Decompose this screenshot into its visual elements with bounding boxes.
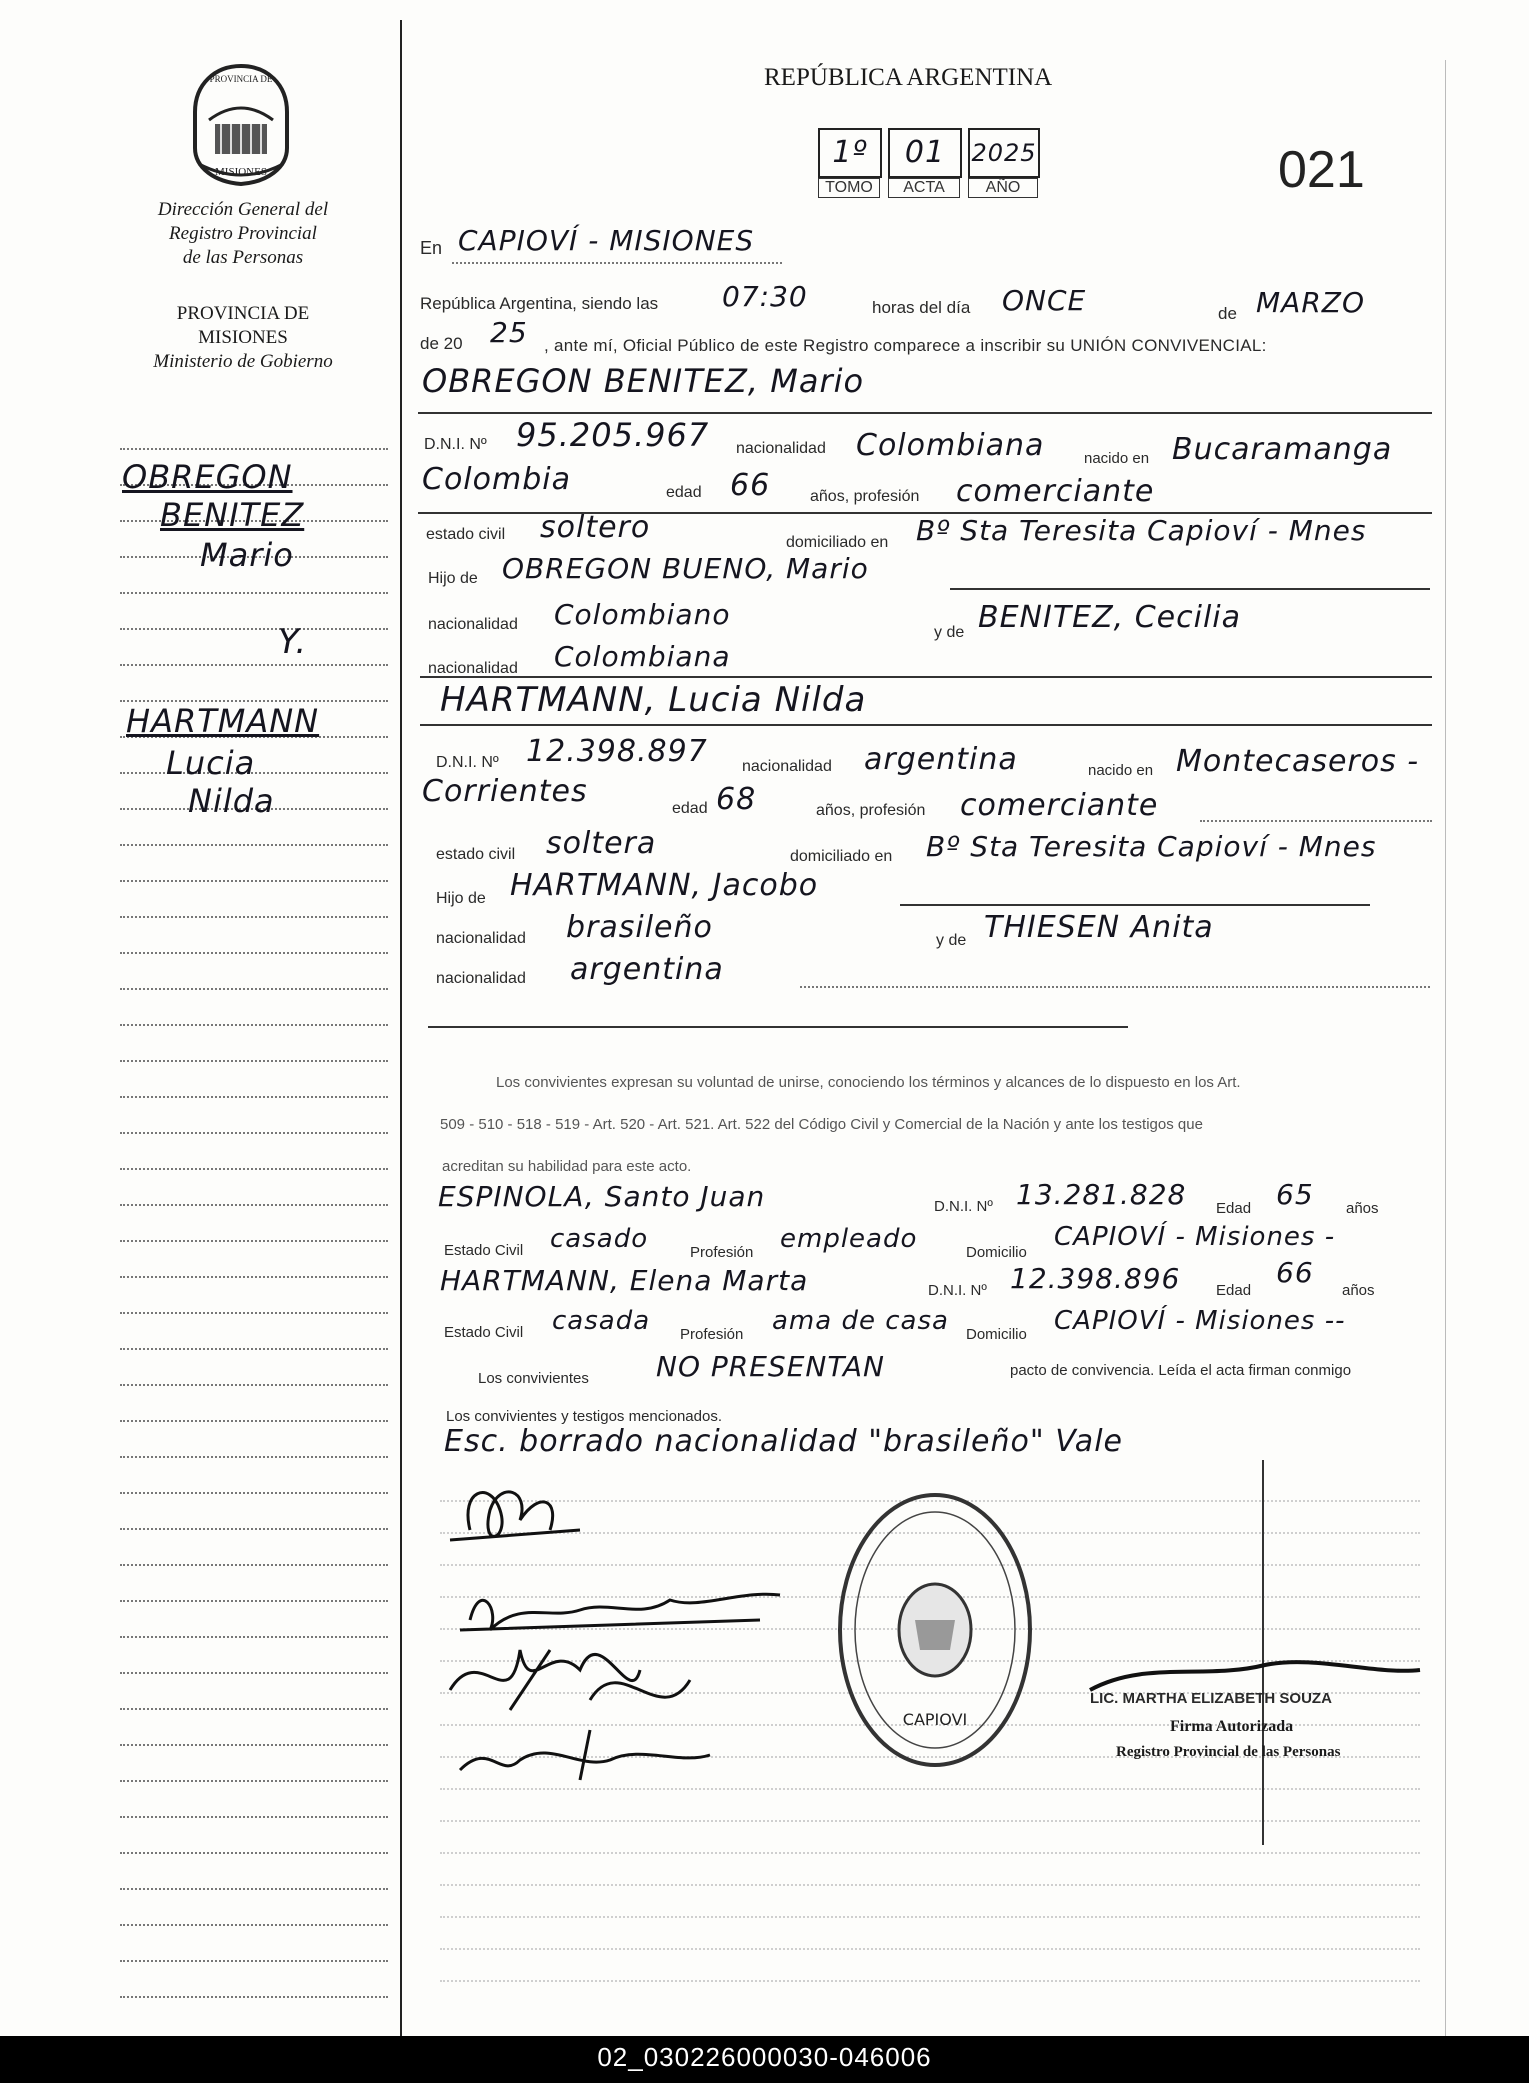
- year-prefix: de 20: [420, 334, 463, 353]
- p1-mother-nationality: Colombiana: [554, 640, 731, 673]
- pact-suffix: pacto de convivencia. Leída el acta firman conmigo: [1010, 1362, 1352, 1379]
- signature-rule: [440, 1884, 1420, 1886]
- p2-birthplace: Montecaseros -: [1176, 744, 1420, 779]
- p2-mnac-label: nacionalidad: [436, 970, 526, 987]
- p2-nationality: argentina: [864, 742, 1018, 777]
- p1-father-nationality: Colombiano: [554, 598, 731, 631]
- witness2-name: HARTMANN, Elena Marta: [440, 1264, 809, 1297]
- sidebar-name-1: OBREGON: [122, 458, 293, 496]
- witness2-dni: 12.398.896: [1010, 1262, 1181, 1295]
- sidebar-conjunction: Y.: [278, 622, 308, 662]
- person2-name-rule: [420, 724, 1432, 726]
- w2-anos-label: años: [1342, 1282, 1375, 1299]
- closing-line-2: Los convivientes y testigos mencionados.: [446, 1408, 722, 1425]
- signature-rule: [440, 1916, 1420, 1918]
- witness2-civil-status: casada: [552, 1306, 651, 1336]
- anio-label: AÑO: [968, 178, 1038, 198]
- correction-note: Esc. borrado nacionalidad "brasileño" Vale: [444, 1424, 1123, 1459]
- witness2-age: 66: [1276, 1256, 1314, 1289]
- p2-yde-label: y de: [936, 932, 967, 949]
- p2-mother: THIESEN Anita: [984, 910, 1214, 945]
- pact-value: NO PRESENTAN: [656, 1350, 885, 1383]
- sidebar-rule: [120, 1312, 388, 1314]
- p1-yde-label: y de: [934, 624, 965, 641]
- sidebar-rule: [120, 1204, 388, 1206]
- sidebar-rule: [120, 1132, 388, 1134]
- sidebar-rule: [120, 1528, 388, 1530]
- sidebar-rule: [120, 1420, 388, 1422]
- office-line-1: Dirección General del: [157, 199, 329, 220]
- p2-civil-status: soltera: [546, 826, 657, 861]
- p2-dom-label: domiciliado en: [790, 848, 893, 865]
- w1-prof-label: Profesión: [690, 1244, 754, 1261]
- record-number: 021: [1278, 141, 1365, 199]
- sidebar-rule: [120, 1924, 388, 1926]
- p1-dom-label: domiciliado en: [786, 534, 889, 551]
- w2-prof-label: Profesión: [680, 1326, 744, 1343]
- sidebar-name-2: BENITEZ: [160, 496, 305, 534]
- province-seal-icon: [185, 60, 297, 190]
- convivientes-label: Los convivientes: [478, 1370, 589, 1387]
- place-value: CAPIOVÍ - MISIONES: [458, 224, 755, 257]
- sidebar-rule: [120, 1240, 388, 1242]
- p1-birthplace: Bucaramanga: [1172, 432, 1393, 467]
- horas-label: horas del día: [872, 298, 971, 317]
- official-name: LIC. MARTHA ELIZABETH SOUZA: [1090, 1690, 1332, 1707]
- p2-nacido-label: nacido en: [1088, 762, 1154, 779]
- w1-dom-label: Domicilio: [966, 1244, 1027, 1261]
- day-value: ONCE: [1002, 284, 1087, 317]
- de-label: de: [1218, 304, 1237, 323]
- footer-bar: [0, 2036, 1529, 2083]
- tomo-label: TOMO: [818, 178, 880, 198]
- p1-civil-status: soltero: [540, 510, 651, 545]
- p1-address: Bº Sta Teresita Capioví - Mnes: [916, 514, 1367, 547]
- right-edge-rule: [1445, 60, 1446, 2036]
- sidebar-rule: [120, 880, 388, 882]
- province-name: [118, 302, 368, 374]
- sidebar-rule: [120, 664, 388, 666]
- p1-hijo-label: Hijo de: [428, 570, 478, 587]
- p2-rule-1: [900, 904, 1370, 906]
- witness1-profession: empleado: [780, 1224, 918, 1254]
- sidebar-rule: [120, 1780, 388, 1782]
- witness1-civil-status: casado: [550, 1224, 649, 1254]
- person2-full-name: HARTMANN, Lucia Nilda: [440, 680, 867, 720]
- sidebar-rule: [120, 1852, 388, 1854]
- sidebar-rule: [120, 1348, 388, 1350]
- w1-civil-label: Estado Civil: [444, 1242, 524, 1259]
- tomo-box: 1º: [818, 128, 882, 178]
- person1-name-rule: [418, 412, 1432, 414]
- office-line-3: de las Personas: [182, 247, 304, 268]
- p1-prof-label: años, profesión: [810, 488, 920, 505]
- p2-mother-nationality: argentina: [570, 952, 724, 987]
- month-value: MARZO: [1256, 286, 1365, 319]
- acta-box: 01: [888, 128, 962, 178]
- w2-dni-label: D.N.I. Nº: [928, 1282, 987, 1299]
- sidebar-rule: [120, 592, 388, 594]
- en-label: En: [420, 238, 443, 258]
- p1-rule-2: [950, 588, 1430, 590]
- seal-top-text: PROVINCIA DE: [209, 74, 273, 84]
- sidebar-rule: [120, 1672, 388, 1674]
- legal-line-1: Los convivientes expresan su voluntad de unirse, conociendo los términos y alcances de lo dispuesto en los Art.: [496, 1074, 1241, 1091]
- witness1-dni: 13.281.828: [1016, 1178, 1187, 1211]
- w1-edad-label: Edad: [1216, 1200, 1252, 1217]
- p2-dni: 12.398.897: [526, 734, 708, 769]
- witness2-address: CAPIOVÍ - Misiones --: [1054, 1306, 1346, 1336]
- sidebar-rule: [120, 1456, 388, 1458]
- p2-address: Bº Sta Teresita Capioví - Mnes: [926, 830, 1377, 863]
- time-value: 07:30: [722, 280, 808, 313]
- country-heading: REPÚBLICA ARGENTINA: [764, 64, 1053, 91]
- acta-label: ACTA: [888, 178, 960, 198]
- p1-birthplace2: Colombia: [422, 462, 571, 497]
- sidebar-rule: [120, 988, 388, 990]
- p2-birthplace2: Corrientes: [422, 774, 588, 809]
- p2-prof-label: años, profesión: [816, 802, 926, 819]
- sidebar-rule: [120, 952, 388, 954]
- stamp-text: CAPIOVI: [902, 1710, 968, 1729]
- p1-civil-label: estado civil: [426, 526, 506, 543]
- signature-rule: [440, 1852, 1420, 1854]
- sidebar-rule: [120, 1600, 388, 1602]
- signature-rule: [440, 1948, 1420, 1950]
- sidebar-rule: [120, 1096, 388, 1098]
- margin-rule: [400, 20, 402, 2036]
- p2-edad-label: edad: [672, 800, 708, 817]
- w2-civil-label: Estado Civil: [444, 1324, 524, 1341]
- sidebar-name-6: Nilda: [188, 782, 275, 820]
- sidebar-rule: [120, 448, 388, 450]
- sidebar-rule: [120, 628, 388, 630]
- p1-rule-3: [420, 676, 1432, 678]
- sidebar-rule: [120, 1168, 388, 1170]
- province-line-1: PROVINCIA DE: [176, 303, 310, 324]
- anio-box: 2025: [968, 128, 1040, 178]
- barcode-text: 02_030226000030-046006: [597, 2042, 932, 2072]
- office-line-2: Registro Provincial: [169, 223, 317, 244]
- sidebar-name-5: Lucia: [166, 744, 256, 782]
- sidebar-rule: [120, 1996, 388, 1998]
- witness2-profession: ama de casa: [772, 1306, 949, 1336]
- p2-profession: comerciante: [960, 788, 1159, 823]
- sidebar-name-4: HARTMANN: [126, 702, 320, 740]
- p1-dni-label: D.N.I. Nº: [424, 436, 487, 453]
- p1-fnac-label: nacionalidad: [428, 616, 518, 633]
- sidebar-rule: [120, 1276, 388, 1278]
- p2-father-nationality: brasileño: [566, 910, 713, 945]
- sidebar-rule: [120, 1888, 388, 1890]
- p1-edad-label: edad: [666, 484, 702, 501]
- sidebar-rule: [120, 1492, 388, 1494]
- p2-dni-label: D.N.I. Nº: [436, 754, 499, 771]
- p2-rule-3: [428, 1026, 1128, 1028]
- w1-dni-label: D.N.I. Nº: [934, 1198, 993, 1215]
- sidebar-rule: [120, 1060, 388, 1062]
- w2-dom-label: Domicilio: [966, 1326, 1027, 1343]
- person1-full-name: OBREGON BENITEZ, Mario: [422, 362, 865, 400]
- official-stamp-icon: [830, 1480, 1040, 1780]
- year-suffix: 25: [490, 316, 528, 349]
- official-office: Registro Provincial de las Personas: [1116, 1744, 1341, 1760]
- p2-fnac-label: nacionalidad: [436, 930, 526, 947]
- p2-prof-line: [1200, 820, 1432, 822]
- sidebar-rule: [120, 1636, 388, 1638]
- intro-statement: , ante mí, Oficial Público de este Registro comparece a inscribir su UNIÓN CONVIVENCIAL:: [544, 336, 1267, 355]
- signature-rule: [440, 1980, 1420, 1982]
- legal-line-2: 509 - 510 - 518 - 519 - Art. 520 - Art. 521. Art. 522 del Código Civil y Comercial de la Nación y ante los testigos que: [440, 1116, 1203, 1133]
- sidebar-rule: [120, 1564, 388, 1566]
- p2-rule-2: [800, 986, 1430, 988]
- seal-bottom-text: MISIONES: [215, 166, 267, 178]
- office-name: [128, 198, 358, 270]
- sidebar-rule: [120, 1384, 388, 1386]
- p1-nationality: Colombiana: [856, 428, 1045, 463]
- sidebar-rule: [120, 1708, 388, 1710]
- legal-line-3: acreditan su habilidad para este acto.: [442, 1158, 692, 1175]
- p1-mother: BENITEZ, Cecilia: [978, 600, 1242, 635]
- sidebar-rule: [120, 1960, 388, 1962]
- sidebar-name-3: Mario: [200, 536, 294, 574]
- p2-civil-label: estado civil: [436, 846, 516, 863]
- sidebar-rule: [120, 1816, 388, 1818]
- witness1-age: 65: [1276, 1178, 1314, 1211]
- official-title: Firma Autorizada: [1170, 1718, 1294, 1735]
- sidebar-rule: [120, 1744, 388, 1746]
- witness1-name: ESPINOLA, Santo Juan: [438, 1180, 766, 1213]
- witness1-address: CAPIOVÍ - Misiones -: [1054, 1222, 1336, 1252]
- p1-profession: comerciante: [956, 474, 1155, 509]
- p2-hijo-label: Hijo de: [436, 890, 486, 907]
- p2-nac-label: nacionalidad: [742, 758, 832, 775]
- signatures-icon: [440, 1470, 820, 1800]
- province-line-2: MISIONES: [198, 327, 288, 348]
- p1-nac-label: nacionalidad: [736, 440, 826, 457]
- ministry-name: Ministerio de Gobierno: [153, 351, 333, 372]
- sidebar-rule: [120, 844, 388, 846]
- p1-father: OBREGON BUENO, Mario: [502, 552, 869, 585]
- p1-nacido-label: nacido en: [1084, 450, 1150, 467]
- place-line: [452, 262, 782, 264]
- w1-anos-label: años: [1346, 1200, 1379, 1217]
- p2-father: HARTMANN, Jacobo: [510, 868, 819, 903]
- p1-dni: 95.205.967: [516, 416, 710, 454]
- p1-mnac-label: nacionalidad: [428, 660, 518, 677]
- p2-age: 68: [716, 782, 757, 817]
- signature-rule: [440, 1820, 1420, 1822]
- sidebar-rule: [120, 1024, 388, 1026]
- w2-edad-label: Edad: [1216, 1282, 1252, 1299]
- p1-age: 66: [730, 468, 771, 503]
- sidebar-rule: [120, 916, 388, 918]
- siendo-label: República Argentina, siendo las: [420, 294, 659, 313]
